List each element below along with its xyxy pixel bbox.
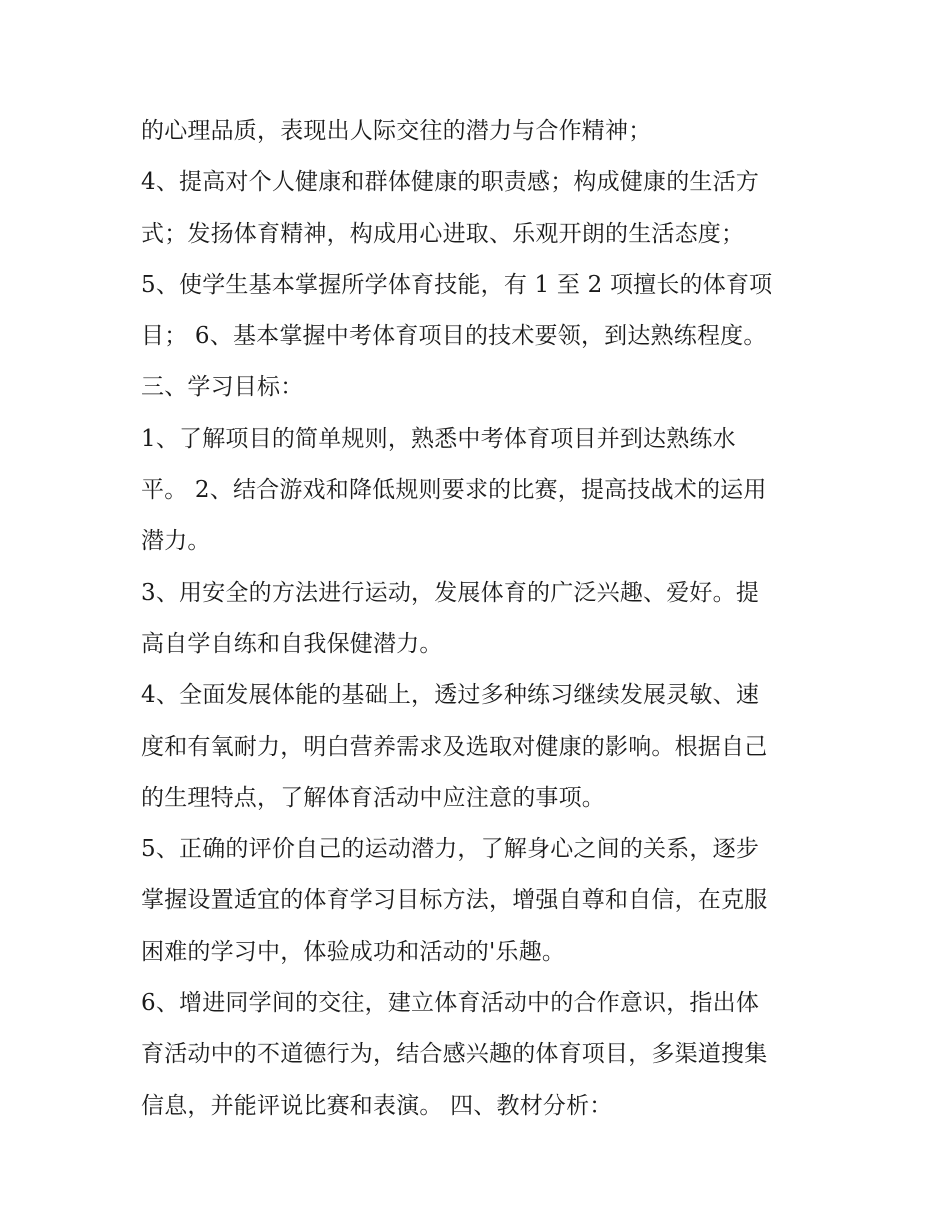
text-line: 4、提高对个人健康和群体健康的职责感；构成健康的生活方 bbox=[141, 169, 760, 196]
text-line: 困难的学习中，体验成功和活动的'乐趣。 bbox=[141, 938, 566, 965]
text-line: 4、全面发展体能的基础上，透过多种练习继续发展灵敏、速 bbox=[141, 682, 760, 709]
text-line: 式；发扬体育精神，构成用心进取、乐观开朗的生活态度； bbox=[141, 220, 745, 247]
text-line: 的心理品质，表现出人际交往的潜力与合作精神； bbox=[141, 118, 652, 144]
text-line: 5、正确的评价自己的运动潜力，了解身心之间的关系，逐步 bbox=[141, 836, 760, 863]
section-heading: 三、学习目标： bbox=[141, 374, 304, 401]
text-line: 育活动中的不道德行为，结合感兴趣的体育项目，多渠道搜集 bbox=[141, 1041, 768, 1068]
text-line: 高自学自练和自我保健潜力。 bbox=[141, 630, 443, 657]
text-line: 潜力。 bbox=[141, 528, 211, 555]
text-line: 目； 6、基本掌握中考体育项目的技术要领，到达熟练程度。 bbox=[141, 323, 767, 350]
text-line: 3、用安全的方法进行运动，发展体育的广泛兴趣、爱好。提 bbox=[141, 579, 760, 606]
text-line: 掌握设置适宜的体育学习目标方法，增强自尊和自信，在克服 bbox=[141, 887, 768, 914]
text-line: 的生理特点，了解体育活动中应注意的事项。 bbox=[141, 784, 605, 811]
text-line: 5、使学生基本掌握所学体育技能，有 1 至 2 项擅长的体育项 bbox=[141, 271, 773, 298]
text-line: 度和有氧耐力，明白营养需求及选取对健康的影响。根据自己 bbox=[141, 733, 768, 760]
document-body bbox=[141, 106, 821, 1132]
text-line: 信息，并能评说比赛和表演。 四、教材分析： bbox=[141, 1092, 613, 1119]
text-line: 1、了解项目的简单规则，熟悉中考体育项目并到达熟练水 bbox=[141, 425, 736, 452]
text-line: 平。 2、结合游戏和降低规则要求的比赛，提高技战术的运用 bbox=[141, 477, 767, 504]
text-line: 6、增进同学间的交往，建立体育活动中的合作意识，指出体 bbox=[141, 990, 760, 1017]
